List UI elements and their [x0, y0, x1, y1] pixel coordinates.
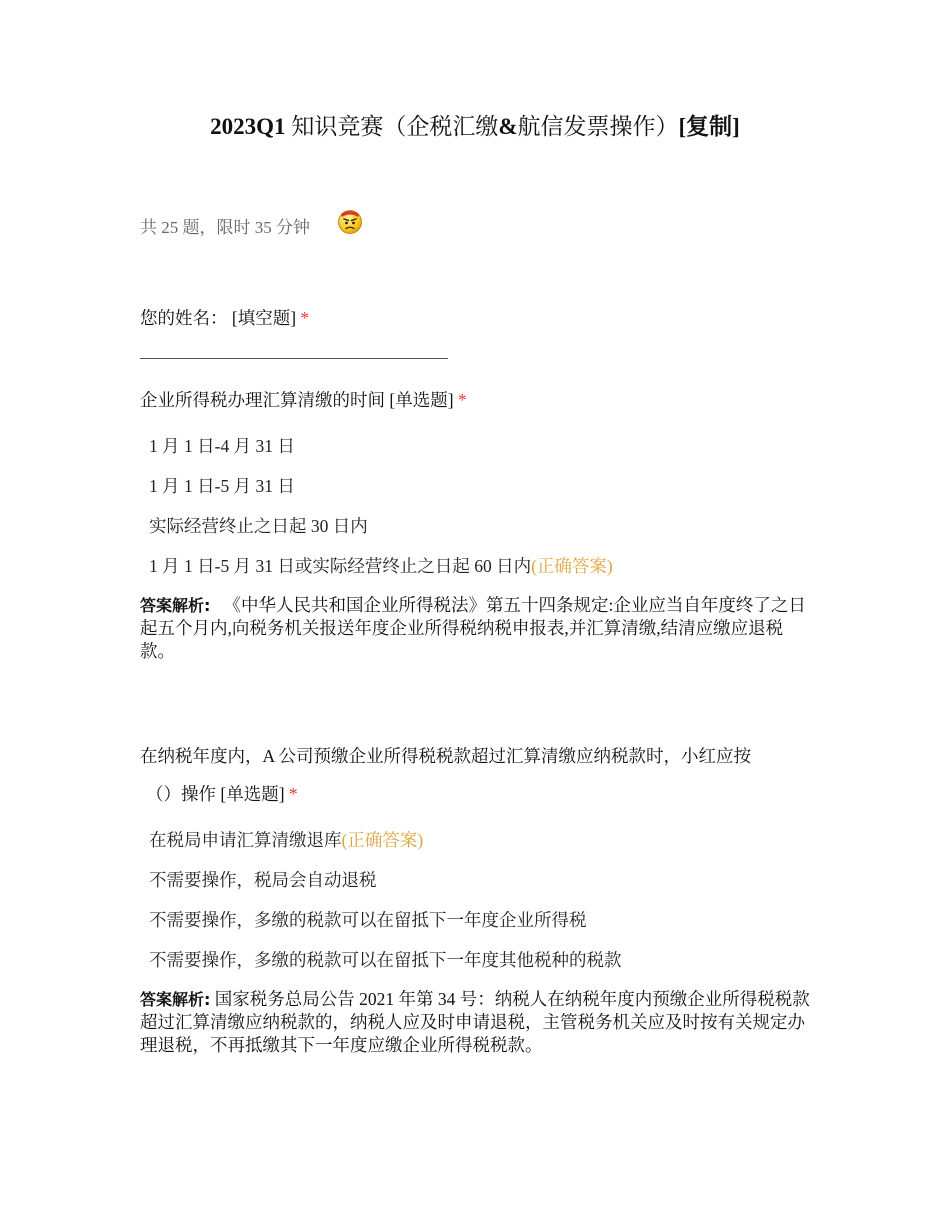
question-2-option-correct[interactable]: [149, 554, 613, 578]
analysis-text: 《中华人民共和国企业所得税法》第五十四条规定:企业应当自年度终了之日起五个月内,向税务机关报送年度企业所得税纳税申报表,并汇算清缴,结清应缴应退税款。: [140, 595, 806, 661]
question-2-option[interactable]: 1 月 1 日-4 月 31 日: [149, 436, 295, 456]
question-3-option-correct[interactable]: [149, 828, 423, 852]
question-2-type: [单选题]: [389, 390, 454, 410]
question-2-title: [140, 388, 467, 412]
correct-answer-tag: (正确答案): [341, 830, 424, 850]
angry-face-icon: [336, 207, 364, 235]
name-input-line[interactable]: [140, 358, 448, 359]
required-marker: *: [288, 784, 298, 804]
question-3-option[interactable]: 不需要操作，多缴的税款可以在留抵下一年度其他税种的税款: [149, 950, 622, 970]
question-3-analysis: [140, 988, 815, 1057]
option-text: 1 月 1 日-5 月 31 日或实际经营终止之日起 60 日内: [149, 556, 532, 576]
analysis-label: 答案解析:: [140, 596, 211, 615]
question-3-option[interactable]: 不需要操作，多缴的税款可以在留抵下一年度企业所得税: [149, 910, 587, 930]
question-3-text: （）操作: [146, 784, 216, 804]
question-3-option[interactable]: 不需要操作，税局会自动退税: [149, 870, 377, 890]
question-1-title: [140, 306, 309, 330]
question-1-text: 您的姓名：: [140, 308, 228, 328]
title-main-2: 航信发票操作）: [517, 114, 679, 139]
title-year: 2023Q1: [210, 114, 286, 139]
question-2-text: 企业所得税办理汇算清缴的时间: [140, 390, 385, 410]
analysis-label: 答案解析:: [140, 990, 211, 1009]
required-marker: *: [457, 390, 467, 410]
required-marker: *: [300, 308, 310, 328]
question-2-analysis: [140, 594, 815, 663]
quiz-meta: 共 25 题，限时 35 分钟: [140, 218, 310, 237]
question-3-type: [单选题]: [220, 784, 285, 804]
question-2-option[interactable]: 实际经营终止之日起 30 日内: [149, 516, 368, 536]
question-3-title-line-2: [146, 782, 298, 806]
question-3-title-line-1: 在纳税年度内，A 公司预缴企业所得税税款超过汇算清缴应纳税款时，小红应按: [140, 746, 752, 766]
title-main: 知识竞赛（企税汇缴: [291, 114, 499, 139]
question-2-option[interactable]: 1 月 1 日-5 月 31 日: [149, 476, 295, 496]
option-text: 在税局申请汇算清缴退库: [149, 830, 342, 850]
title-ampersand: &: [498, 114, 518, 139]
title-copy-tag: [复制]: [678, 114, 740, 139]
correct-answer-tag: (正确答案): [531, 556, 613, 576]
analysis-text: 国家税务总局公告 2021 年第 34 号：纳税人在纳税年度内预缴企业所得税税款超过汇算清缴应纳税款的，纳税人应及时申请退税，主管税务机关应及时按有关规定办理退税，不再抵缴其下一年度应缴企业所得税税款。: [140, 989, 810, 1055]
page-title: [0, 111, 950, 143]
question-1-type: [填空题]: [231, 308, 297, 328]
